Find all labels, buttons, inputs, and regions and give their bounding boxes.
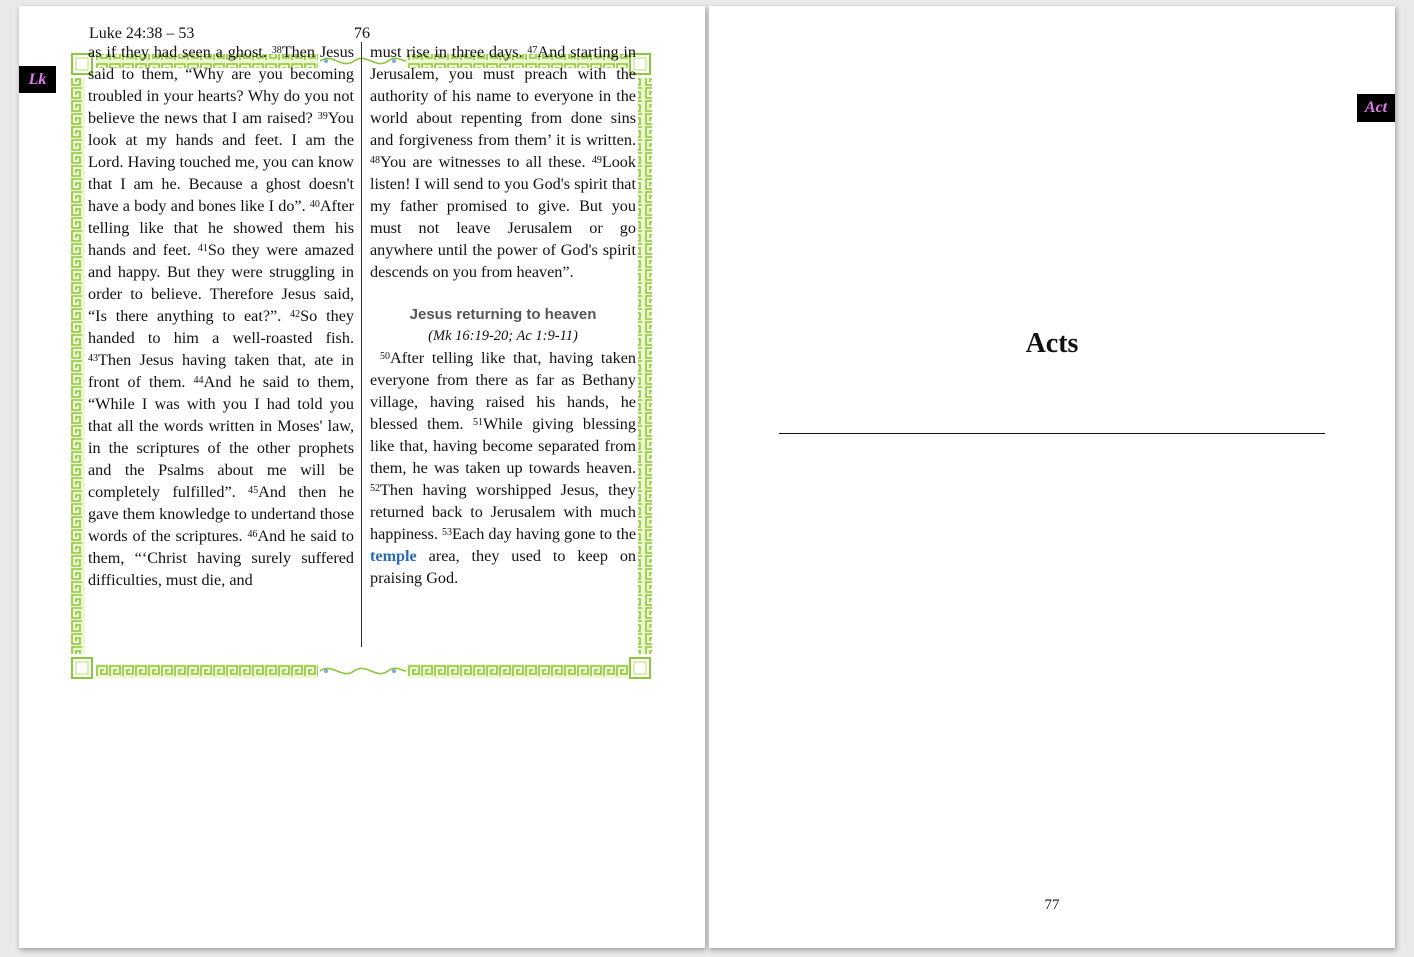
section-heading: Jesus returning to heaven [409,306,597,323]
verse-text: And then he gave them knowledge to undertand those words of the scriptures. [88,483,355,545]
title-rule [779,433,1325,434]
verse-number: 52 [370,483,380,494]
right-page [709,6,1395,948]
verse-number: 40 [309,199,320,210]
verse-text: Then Jesus said to them, “Why are you becoming troubled in your hearts? Why do you not believe the news that I am raised? [88,43,354,127]
column-divider [361,42,362,647]
verse-text: Then having worshipped Jesus, they returned back to Jerusalem with much happiness. [370,481,636,543]
running-head: Luke 24:38 – 53 [89,25,195,42]
verse-text: You look at my hands and feet. I am the Lord. Having touched me, you can know that I am he. Because a ghost doesn't have a body and bones like I do”. [88,109,354,215]
page-number-left: 76 [354,25,370,42]
verse-number: 41 [197,243,208,254]
verse-number: 38 [271,45,282,56]
verse-text: So they were amazed and happy. But they were struggling in order to believe. Therefore Jesus said, “Is there anything to eat?”. [88,241,355,325]
verse-number: 50 [380,351,390,362]
verse-text: Each day having gone to the [451,525,637,543]
thumb-tab-luke[interactable]: Lk [19,66,56,93]
verse-number: 49 [591,155,602,166]
verse-number: 48 [370,155,380,166]
verse-number: 43 [88,353,98,364]
verse-text: area, they used to keep on praising God. [370,547,637,587]
text-column-right [370,41,636,589]
glossary-link-temple[interactable]: temple [370,547,417,565]
verse-number: 47 [527,45,538,56]
verse-text: While giving blessing like that, having become separated from them, he was taken up towards heaven. [370,415,636,477]
book-title: Acts [1025,328,1079,359]
section-cross-reference: (Mk 16:19-20; Ac 1:9-11) [428,328,578,344]
verse-number: 39 [317,111,328,122]
verse-text: Then Jesus having taken that, ate in front of them. [88,351,354,391]
verse-text: You are witnesses to all these. [380,153,586,171]
verse-number: 46 [247,529,258,540]
verse-number: 51 [473,417,484,428]
verse-text: After telling like that, having taken everyone from there as far as Bethany village, having raised his hands, he blessed them. [370,349,636,433]
verse-text: as if they had seen a ghost. [88,43,267,61]
verse-number: 44 [193,375,204,386]
verse-text: Look listen! I will send to you God's spirit that my father promised to give. But you must not leave Jerusalem or go anywhere until the power of God's spirit descends on you from heaven”. [370,153,636,281]
verse-text: And starting in Jerusalem, you must preach with the authority of his name to everyone in the world about repenting from done sins and forgiveness from them’ it is written. [370,43,637,149]
thumb-tab-acts[interactable]: Act [1357,94,1395,122]
verse-text: And he said to them, “While I was with you I had told you that all the words written in Moses' law, in the scriptures of the other prophets and the Psalms about me will be completely fulfilled”. [88,373,354,501]
verse-number: 45 [248,485,259,496]
left-page [19,6,705,948]
verse-text: must rise in three days. [370,43,523,61]
verse-text: So they handed to him a well-roasted fish. [88,307,355,347]
page-number-right: 77 [1044,897,1060,913]
verse-number: 42 [290,309,301,320]
verse-text: And he said to them, “‘Christ having surely suffered difficulties, must die, and [88,527,355,589]
verse-number: 53 [441,527,452,538]
verse-text: After telling like that he showed them his hands and feet. [88,197,354,259]
text-column-left [88,41,354,591]
